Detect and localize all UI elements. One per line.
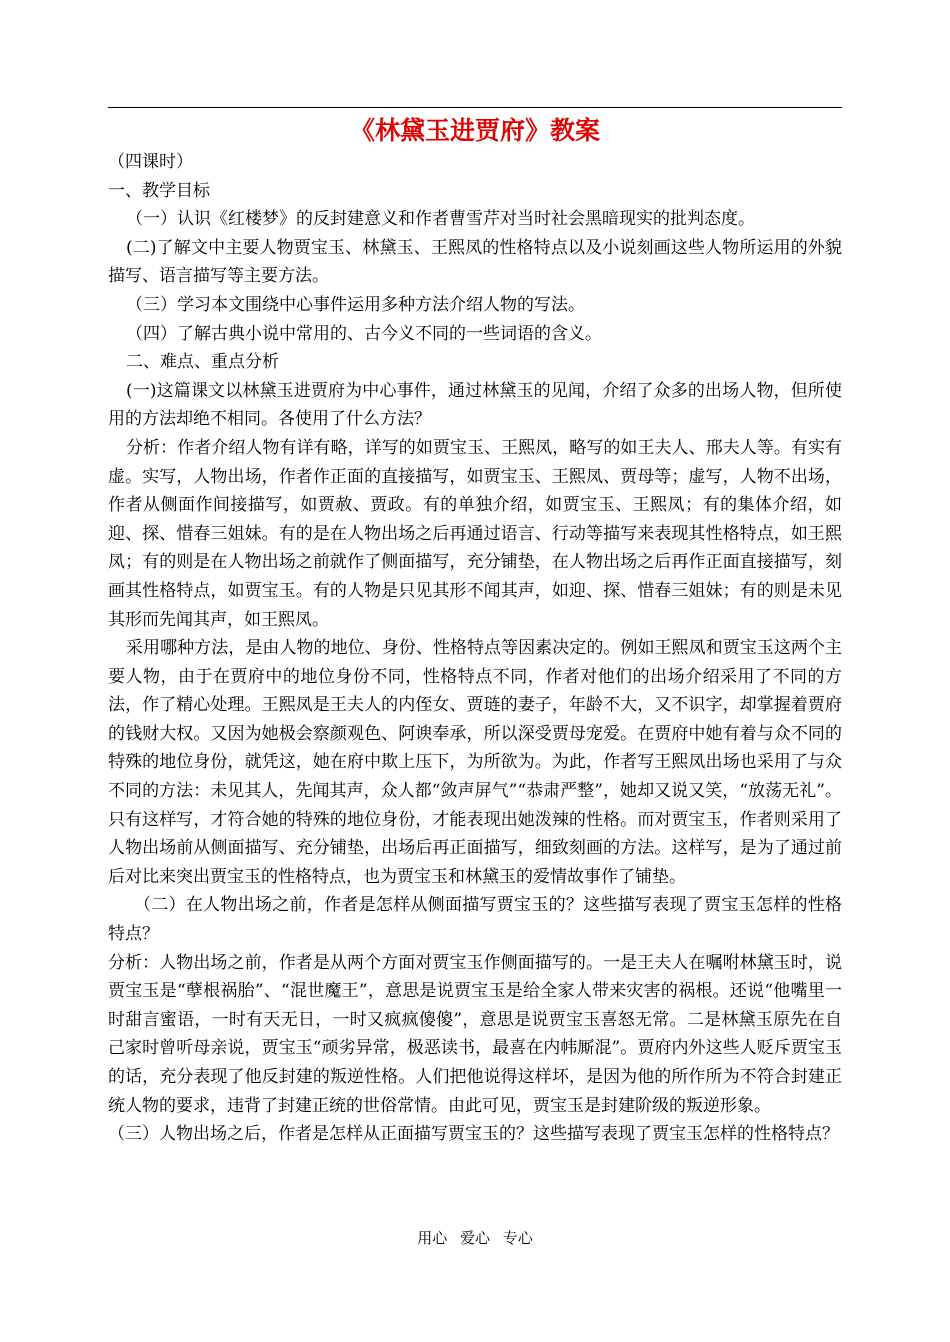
objective-item-3: （三）学习本文围绕中心事件运用多种方法介绍人物的写法。 — [126, 294, 585, 315]
section-heading-objectives: 一、教学目标 — [108, 180, 210, 201]
objective-item-4: （四）了解古典小说中常用的、古今义不同的一些词语的含义。 — [126, 323, 602, 344]
analysis-1-continued: 采用哪种方法，是由人物的地位、身份、性格特点等因素决定的。例如王熙凤和贾宝玉这两个主要人物，由于在贾府中的地位身份不同，性格特点不同，作者对他们的出场介绍采用了不同的方法，作了精心处理。王熙凤是王夫人的内侄女、贾琏的妻子，年龄不大，又不识字，却掌握着贾府的钱财大权。又因为她极会察颜观色、阿谀奉承，所以深受贾母宠爱。在贾府中她有着与众不同的特殊的地位身份，就凭这，她在府中欺上压下，为所欲为。为此，作者写王熙凤出场也采用了与众不同的方法：未见其人，先闻其声，众人都“敛声屏气”“恭肃严整”，她却又说又笑，“放荡无礼”。只有这样写，才符合她的特殊的地位身份，才能表现出她泼辣的性格。而对贾宝玉，作者则采用了人物出场前从侧面描写、充分铺垫，出场后再正面描写，细致刻画的方法。这样写，是为了通过前后对比来突出贾宝玉的性格特点，也为贾宝玉和林黛玉的爱情故事作了铺垫。 — [108, 638, 842, 887]
header-rule — [108, 107, 842, 108]
question-2: （二）在人物出场之前，作者是怎样从侧面描写贾宝玉的？这些描写表现了贾宝玉怎样的性格特点？ — [108, 895, 842, 945]
analysis-1: 分析：作者介绍人物有详有略，详写的如贾宝玉、王熙凤，略写的如王夫人、邢夫人等。有实有虚。实写，人物出场，作者作正面的直接描写，如贾宝玉、王熙凤、贾母等；虚写，人物不出场，作者从侧面作间接描写，如贾赦、贾政。有的单独介绍，如贾宝玉、王熙凤；有的集体介绍，如迎、探、惜春三姐妹。有的是在人物出场之后再通过语言、行动等描写来表现其性格特点，如王熙凤；有的则是在人物出场之前就作了侧面描写，充分铺垫，在人物出场之后再作正面直接描写，刻画其性格特点，如贾宝玉。有的人物是只见其形不闻其声，如迎、探、惜春三姐妹；有的则是未见其形而先闻其声，如王熙凤。 — [108, 437, 842, 630]
question-3: （三）人物出场之后，作者是怎样从正面描写贾宝玉的？这些描写表现了贾宝玉怎样的性格特点？ — [108, 1124, 839, 1145]
lesson-count: （四课时） — [108, 152, 193, 172]
objective-item-1: （一）认识《红楼梦》的反封建意义和作者曹雪芹对当时社会黑暗现实的批判态度。 — [126, 209, 755, 230]
document-body — [108, 148, 842, 1149]
page-footer: 用心 爱心 专心 — [417, 1229, 533, 1247]
question-1: (一)这篇课文以林黛玉进贾府为中心事件，通过林黛玉的见闻，介绍了众多的出场人物，但所使用的方法却绝不相同。各使用了什么方法？ — [108, 380, 842, 430]
objective-item-2: (二)了解文中主要人物贾宝玉、林黛玉、王熙凤的性格特点以及小说刻画这些人物所运用的外貌描写、语言描写等主要方法。 — [108, 237, 842, 287]
analysis-2: 分析：人物出场之前，作者是从两个方面对贾宝玉作侧面描写的。一是王夫人在嘱咐林黛玉时，说贾宝玉是“孽根祸胎”、“混世魔王”，意思是说贾宝玉是给全家人带来灾害的祸根。还说“他嘴里一时甜言蜜语，一时有天无日，一时又疯疯傻傻”，意思是说贾宝玉喜怒无常。二是林黛玉原先在自己家时曾听母亲说，贾宝玉“顽劣异常，极恶读书，最喜在内帏厮混”。贾府内外这些人贬斥贾宝玉的话，充分表现了他反封建的叛逆性格。人们把他说得这样坏，是因为他的所作所为不符合封建正统人物的要求，违背了封建正统的世俗常情。由此可见，贾宝玉是封建阶级的叛逆形象。 — [108, 952, 842, 1116]
document-title: 《林黛玉进贾府》教案 — [349, 116, 600, 145]
section-heading-analysis: 二、难点、重点分析 — [126, 352, 279, 373]
